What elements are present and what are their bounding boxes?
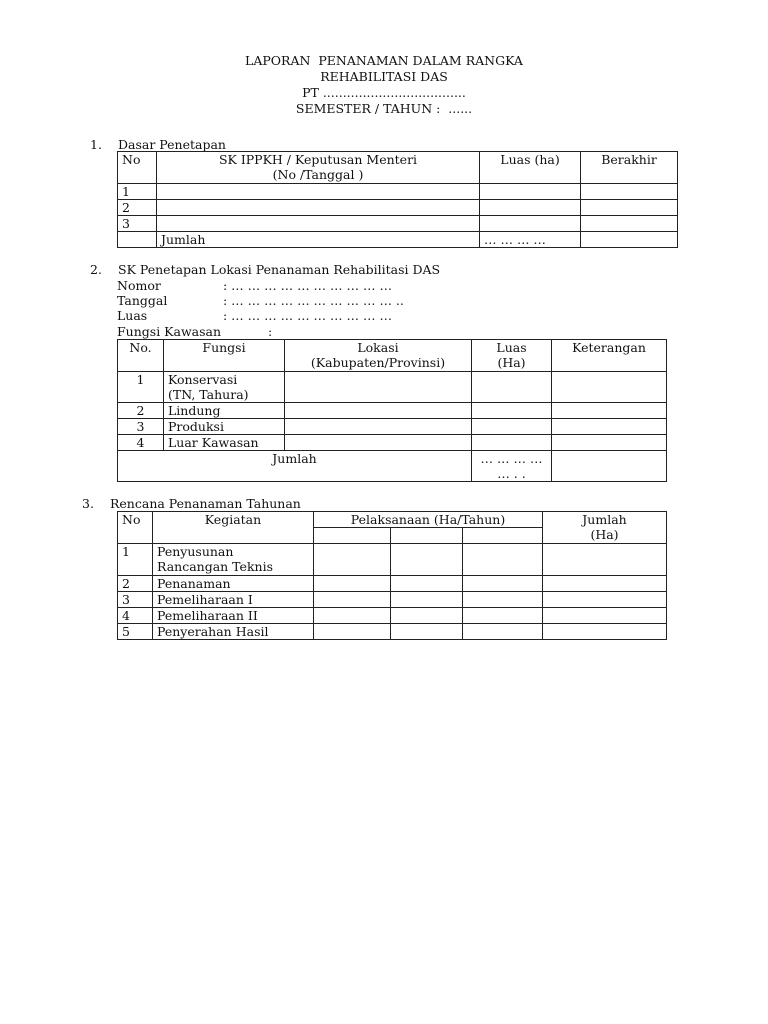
fungsi-cell: Produksi	[164, 419, 285, 435]
table-header-row	[118, 340, 667, 372]
cell	[463, 608, 543, 624]
cell	[543, 544, 667, 576]
row-number: 1	[118, 184, 157, 200]
total-row	[118, 232, 678, 248]
nomor-value: : … … … … … … … … … …	[223, 278, 392, 293]
rencana-penanaman-table	[117, 511, 667, 640]
table-row	[118, 216, 678, 232]
cell	[285, 435, 472, 451]
row-number: 2	[118, 576, 153, 592]
table-row	[118, 435, 667, 451]
cell	[463, 528, 543, 544]
section2-number: 2.	[90, 262, 102, 277]
table-row	[118, 544, 667, 576]
cell	[118, 232, 157, 248]
row-number: 1	[118, 544, 153, 576]
kegiatan-cell: Pemeliharaan I	[153, 592, 314, 608]
kegiatan-cell: Penanaman	[153, 576, 314, 592]
cell	[581, 232, 678, 248]
total-label: Jumlah	[157, 232, 480, 248]
cell	[314, 528, 391, 544]
section3-number: 3.	[82, 496, 94, 511]
col-header-pelaksanaan: Pelaksanaan (Ha/Tahun)	[314, 512, 543, 528]
table-row	[118, 200, 678, 216]
cell	[157, 200, 480, 216]
cell	[463, 544, 543, 576]
cell	[543, 592, 667, 608]
row-number: 1	[118, 372, 164, 403]
cell	[314, 576, 391, 592]
section1-number: 1.	[90, 137, 102, 152]
cell	[285, 419, 472, 435]
cell	[543, 624, 667, 640]
cell	[314, 544, 391, 576]
cell	[391, 592, 463, 608]
tanggal-value: : … … … … … … … … … … ..	[223, 293, 404, 308]
section1-title: Dasar Penetapan	[118, 137, 226, 152]
cell	[543, 576, 667, 592]
cell	[552, 435, 667, 451]
cell	[581, 184, 678, 200]
total-row	[118, 451, 667, 482]
cell	[391, 528, 463, 544]
cell	[480, 200, 581, 216]
cell	[463, 592, 543, 608]
lokasi-penanaman-table	[117, 339, 667, 482]
col-header-luas: Luas (ha)	[480, 152, 581, 184]
fungsi-kawasan-label: Fungsi Kawasan	[117, 324, 222, 339]
kegiatan-cell: Penyusunan Rancangan Teknis	[153, 544, 314, 576]
cell	[472, 403, 552, 419]
cell	[391, 608, 463, 624]
cell	[463, 576, 543, 592]
row-number: 4	[118, 435, 164, 451]
row-number: 3	[118, 592, 153, 608]
cell	[581, 216, 678, 232]
report-title-line2: REHABILITASI DAS	[320, 69, 448, 84]
luas-label: Luas	[117, 308, 148, 323]
col-header-lokasi: Lokasi (Kabupaten/Provinsi)	[285, 340, 472, 372]
row-number: 5	[118, 624, 153, 640]
cell	[472, 435, 552, 451]
col-header-sk: SK IPPKH / Keputusan Menteri (No /Tanggal )	[157, 152, 480, 184]
row-number: 2	[118, 403, 164, 419]
row-number: 3	[118, 216, 157, 232]
table-row	[118, 184, 678, 200]
cell	[552, 451, 667, 482]
cell	[314, 624, 391, 640]
cell	[391, 624, 463, 640]
table-row	[118, 592, 667, 608]
section3-title: Rencana Penanaman Tahunan	[110, 496, 301, 511]
fungsi-cell: Konservasi (TN, Tahura)	[164, 372, 285, 403]
cell	[472, 419, 552, 435]
fungsi-cell: Lindung	[164, 403, 285, 419]
cell	[552, 419, 667, 435]
kegiatan-cell: Pemeliharaan II	[153, 608, 314, 624]
dasar-penetapan-table	[117, 151, 678, 248]
total-value: … … … … … . .	[472, 451, 552, 482]
col-header-keterangan: Keterangan	[552, 340, 667, 372]
col-header-no: No.	[118, 340, 164, 372]
cell	[552, 372, 667, 403]
cell	[157, 216, 480, 232]
cell	[543, 608, 667, 624]
nomor-label: Nomor	[117, 278, 161, 293]
table-row	[118, 624, 667, 640]
cell	[581, 200, 678, 216]
kegiatan-cell: Penyerahan Hasil	[153, 624, 314, 640]
cell	[463, 624, 543, 640]
col-header-no: No	[118, 152, 157, 184]
tanggal-label: Tanggal	[117, 293, 168, 308]
cell	[285, 403, 472, 419]
cell	[552, 403, 667, 419]
report-title-line1: LAPORAN PENANAMAN DALAM RANGKA	[245, 53, 523, 68]
col-header-jumlah: Jumlah (Ha)	[543, 512, 667, 544]
cell	[480, 216, 581, 232]
total-value: … … … …	[480, 232, 581, 248]
col-header-fungsi: Fungsi	[164, 340, 285, 372]
report-header	[0, 53, 768, 117]
row-number: 4	[118, 608, 153, 624]
col-header-luas: Luas (Ha)	[472, 340, 552, 372]
company-line: PT ....................................	[302, 85, 466, 100]
fungsi-cell: Luar Kawasan	[164, 435, 285, 451]
cell	[391, 576, 463, 592]
cell	[391, 544, 463, 576]
cell	[314, 592, 391, 608]
cell	[157, 184, 480, 200]
cell	[472, 372, 552, 403]
section2-title: SK Penetapan Lokasi Penanaman Rehabilitasi DAS	[118, 262, 441, 277]
table-row	[118, 576, 667, 592]
table-row	[118, 419, 667, 435]
cell	[480, 184, 581, 200]
table-header-row	[118, 152, 678, 184]
table-row	[118, 608, 667, 624]
luas-value: : … … … … … … … … … …	[223, 308, 392, 323]
col-header-berakhir: Berakhir	[581, 152, 678, 184]
table-row	[118, 372, 667, 403]
row-number: 3	[118, 419, 164, 435]
cell	[285, 372, 472, 403]
table-header-row	[118, 512, 667, 528]
col-header-kegiatan: Kegiatan	[153, 512, 314, 544]
semester-line: SEMESTER / TAHUN : ......	[295, 101, 473, 116]
total-label: Jumlah	[118, 451, 472, 482]
col-header-no: No	[118, 512, 153, 544]
fungsi-kawasan-colon: :	[268, 324, 273, 339]
row-number: 2	[118, 200, 157, 216]
table-row	[118, 403, 667, 419]
cell	[314, 608, 391, 624]
